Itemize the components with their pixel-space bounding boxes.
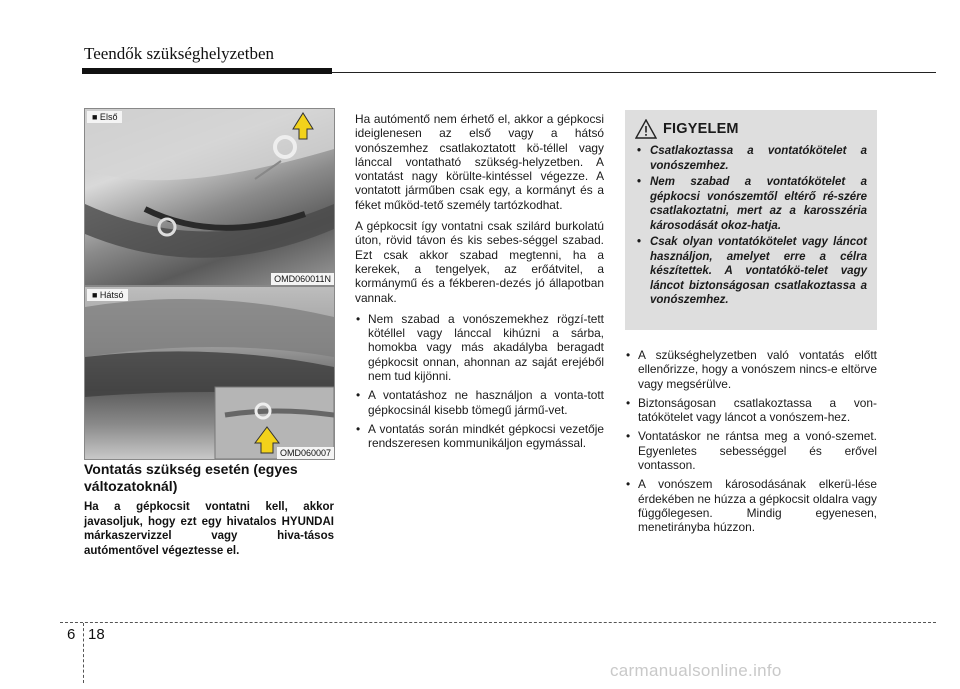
list-item: • Vontatáskor ne rántsa meg a vonó-szemet. Egyenletes sebességgel és erővel vontasson. — [625, 429, 877, 472]
front-photo-code: OMD060011N — [271, 273, 334, 285]
warning-box — [625, 110, 877, 330]
section-heading: Vontatás szükség esetén (egyes változatoknál) — [84, 461, 298, 494]
watermark: carmanualsonline.info — [610, 661, 782, 680]
section-intro: Ha a gépkocsit vontatni kell, akkor javasoljuk, hogy ezt egy hivatalos HYUNDAI márkaszervizzel vagy hiva-tásos autómentővel végeztesse el. — [84, 501, 334, 557]
footer-vertical-divider — [83, 623, 84, 683]
rear-tow-hook-photo — [84, 286, 335, 460]
warning-header — [635, 118, 867, 140]
middle-column — [355, 112, 604, 456]
warning-item: • Csatlakoztassa a vontatókötelet a vonószemhez. — [635, 144, 867, 173]
chapter-number: 6 — [67, 626, 76, 643]
header-bar — [82, 68, 332, 74]
list-item: • A vontatás során mindkét gépkocsi vezetője rendszeresen kommunikáljon egymással. — [355, 422, 604, 451]
towing-rules-list — [355, 312, 604, 451]
rear-bumper-illustration — [85, 287, 334, 459]
paragraph: Ha autómentő nem érhető el, akkor a gépkocsi ideiglenesen az első vagy a hátsó vonószemhez csatlakoztatott kö-téllel vagy lánccal vontatható szükség-helyzetben. A vontatást nagy körülte-kintéssel végezze. A vontatott járműben csak egy, a kormányt és a féket működ-tető személy tartózkodhat. — [355, 112, 604, 212]
list-item: • A szükséghelyzetben való vontatás előtt ellenőrizze, hogy a vonószem nincs-e eltörve vagy megsérülve. — [625, 348, 877, 391]
front-tow-hook-photo — [84, 108, 335, 286]
warning-triangle-icon — [635, 119, 657, 139]
warning-item: • Nem szabad a vontatókötelet a gépkocsi vonószemtől eltérő ré-szére csatlakoztatni, mert az a karosszéria károsodását okoz-hatja. — [635, 175, 867, 233]
footer-divider — [60, 622, 936, 623]
page-header-title: Teendők szükséghelyzetben — [84, 44, 274, 63]
warning-item: • Csak olyan vontatókötelet vagy láncot használjon, amelyet erre a célra készítettek. A vontatókö-telet vagy láncot biztonságosan csatlakoztassa a vonószemhez. — [635, 235, 867, 308]
front-photo-label: ■ Első — [87, 111, 122, 123]
paragraph: A gépkocsit így vontatni csak szilárd burkolatú úton, rövid távon és kis sebes-séggel szabad. Ezt csak akkor szabad megtenni, ha a kerekek, a tengelyek, az erőátvitel, a kormánymű és a fékberen-dezés jó állapotban vannak. — [355, 219, 604, 305]
warning-list — [635, 144, 867, 308]
list-item: • A vontatáshoz ne használjon a vonta-tott gépkocsinál kisebb tömegű jármű-vet. — [355, 388, 604, 417]
list-item: • Biztonságosan csatlakoztassa a von-tatókötelet vagy láncot a vonószem-hez. — [625, 396, 877, 425]
list-item: • Nem szabad a vonószemekhez rögzí-tett kötéllel vagy lánccal kihúzni a sárba, homokba vagy más akadályba beragadt gépkocsit onnan, ahonnan az saját erejéből nem tud kijönni. — [355, 312, 604, 383]
header-rule — [332, 72, 936, 73]
tow-hook-tips-list — [625, 348, 877, 535]
rear-photo-code: OMD060007 — [277, 447, 334, 459]
warning-title: FIGYELEM — [663, 121, 739, 137]
list-item: • A vonószem károsodásának elkerü-lése érdekében ne húzza a gépkocsit oldalra vagy függőlegesen. Mindig egyenesen, menetirányba húzzon. — [625, 477, 877, 534]
right-column — [625, 348, 877, 540]
rear-photo-label: ■ Hátsó — [87, 289, 128, 301]
page-number: 18 — [88, 626, 105, 643]
front-bumper-illustration — [85, 109, 334, 285]
